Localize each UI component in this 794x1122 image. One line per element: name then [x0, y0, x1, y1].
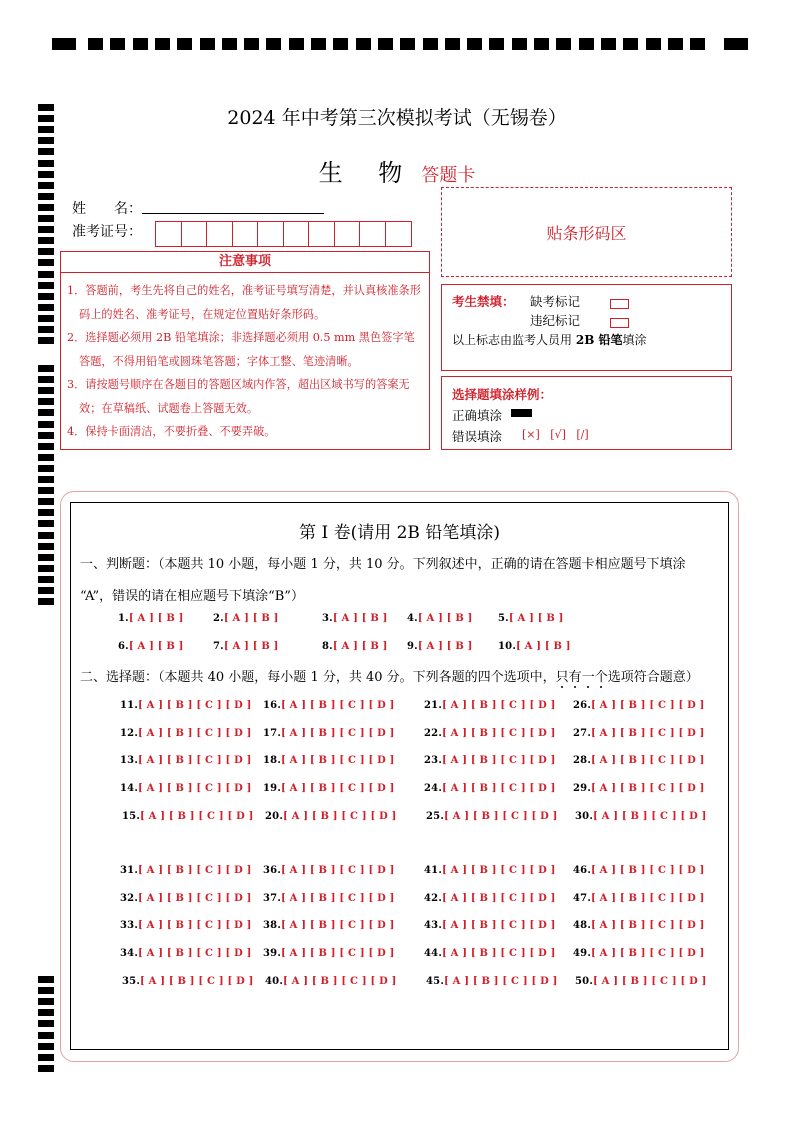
- exam-id-boxes[interactable]: [155, 221, 412, 247]
- timing-mark: [200, 38, 215, 50]
- answer-options[interactable]: [ A ] [ B ]: [417, 613, 473, 624]
- timing-mark: [133, 38, 148, 50]
- answer-options[interactable]: [ A ] [ B ] [ C ] [ D ]: [593, 810, 707, 822]
- answer-options[interactable]: [ A ] [ B ] [ C ] [ D ]: [442, 865, 556, 876]
- answer-options[interactable]: [ A ] [ B ] [ C ] [ D ]: [591, 865, 705, 876]
- answer-options[interactable]: [ A ] [ B ] [ C ] [ D ]: [444, 810, 558, 822]
- question-number: 28.: [573, 755, 591, 767]
- judge-instructions-line1: 一、判断题：（本题共 10 小题，每小题 1 分，共 10 分。下列叙述中，正确的请在答题卡相应题号下填涂: [80, 557, 686, 572]
- emphasized-char: 一: [581, 670, 595, 685]
- question-number: 26.: [573, 700, 591, 711]
- question-item[interactable]: [573, 783, 705, 794]
- question-item[interactable]: [263, 728, 395, 739]
- question-item[interactable]: [426, 976, 558, 987]
- timing-mark: [38, 271, 54, 278]
- answer-options[interactable]: [ A ] [ B ] [ C ] [ D ]: [138, 920, 252, 932]
- id-digit-box[interactable]: [309, 222, 335, 246]
- correct-fill-label: 正确填涂: [452, 408, 503, 423]
- timing-mark: [356, 38, 371, 50]
- question-item[interactable]: [498, 613, 564, 624]
- timing-mark: [38, 565, 54, 572]
- timing-mark: [110, 38, 125, 50]
- timing-mark: [155, 38, 170, 50]
- timing-mark: [646, 38, 661, 50]
- question-number: 4.: [407, 613, 418, 624]
- answer-options[interactable]: [ A ] [ B ] [ C ] [ D ]: [442, 920, 556, 932]
- timing-mark: [38, 532, 54, 539]
- timing-mark: [690, 38, 705, 50]
- question-number: 41.: [424, 865, 442, 876]
- timing-mark: [38, 365, 54, 372]
- question-item[interactable]: [322, 613, 388, 624]
- question-item[interactable]: [424, 920, 556, 931]
- timing-mark: [38, 1009, 54, 1016]
- question-number: 8.: [322, 641, 333, 652]
- timing-mark: [38, 226, 54, 233]
- timing-mark: [38, 409, 54, 416]
- question-item[interactable]: [424, 893, 556, 904]
- exam-title: 2024 年中考第三次模拟考试（无锡卷）: [227, 107, 567, 129]
- answer-options[interactable]: [ A ] [ B ] [ C ] [ D ]: [281, 783, 395, 795]
- question-number: 40.: [265, 975, 283, 987]
- timing-mark: [400, 38, 415, 50]
- question-number: 20.: [265, 810, 283, 822]
- question-item[interactable]: [122, 811, 254, 822]
- fill-sample-box: [441, 376, 732, 450]
- timing-mark: [38, 293, 54, 300]
- timing-mark: [311, 38, 326, 50]
- emphasized-char: 只: [555, 670, 569, 685]
- question-number: 23.: [424, 755, 442, 767]
- answer-options[interactable]: [ A ] [ B ]: [223, 613, 279, 624]
- answer-options[interactable]: [ A ] [ B ] [ C ] [ D ]: [442, 948, 556, 960]
- question-number: 17.: [263, 727, 281, 739]
- question-number: 49.: [573, 948, 591, 960]
- timing-mark: [467, 38, 482, 50]
- id-digit-box[interactable]: [386, 222, 412, 246]
- answer-options[interactable]: [ A ] [ B ] [ C ] [ D ]: [591, 783, 705, 795]
- notice-item: 1．答题前，考生先将自己的姓名，准考证号填写清楚，并认真核准条形码上的姓名、准考证号，在规定位置贴好条形码。: [67, 284, 421, 321]
- timing-mark: [244, 38, 259, 50]
- question-number: 13.: [120, 755, 138, 767]
- question-number: 11.: [120, 700, 138, 711]
- choice-instructions: [80, 665, 699, 691]
- timing-mark: [512, 38, 527, 50]
- id-label: 准考证号：: [72, 224, 142, 240]
- answer-options[interactable]: [ A ] [ B ] [ C ] [ D ]: [591, 892, 705, 904]
- question-number: 16.: [263, 700, 281, 711]
- answer-options[interactable]: [ A ] [ B ] [ C ] [ D ]: [442, 892, 556, 904]
- question-item[interactable]: [118, 641, 184, 652]
- question-number: 31.: [120, 865, 138, 876]
- question-item[interactable]: [424, 865, 556, 876]
- id-digit-box[interactable]: [156, 222, 182, 246]
- answer-options[interactable]: [ A ] [ B ] [ C ] [ D ]: [281, 755, 395, 767]
- answer-options[interactable]: [ A ] [ B ] [ C ] [ D ]: [140, 975, 254, 987]
- answer-options[interactable]: [ A ] [ B ] [ C ] [ D ]: [138, 783, 252, 795]
- answer-options[interactable]: [ A ] [ B ] [ C ] [ D ]: [591, 727, 705, 739]
- timing-mark: [489, 38, 504, 50]
- card-label: 答题卡: [421, 165, 476, 186]
- timing-mark: [38, 376, 54, 383]
- timing-mark: [423, 38, 438, 50]
- question-item[interactable]: [322, 641, 388, 652]
- question-item[interactable]: [426, 811, 558, 822]
- forbidden-note-bold: 2B 铅笔: [575, 333, 623, 347]
- question-number: 22.: [424, 727, 442, 739]
- question-number: 43.: [424, 920, 442, 932]
- timing-mark: [38, 998, 54, 1005]
- id-digit-box[interactable]: [207, 222, 233, 246]
- question-item[interactable]: [573, 755, 705, 766]
- question-item[interactable]: [573, 728, 705, 739]
- answer-options[interactable]: [ A ] [ B ] [ C ] [ D ]: [593, 975, 707, 987]
- answer-options[interactable]: [ A ] [ B ] [ C ] [ D ]: [591, 920, 705, 932]
- answer-options[interactable]: [ A ] [ B ] [ C ] [ D ]: [281, 727, 395, 739]
- timing-mark: [266, 38, 281, 50]
- question-number: 48.: [573, 920, 591, 932]
- timing-mark: [38, 487, 54, 494]
- timing-mark: [38, 520, 54, 527]
- question-number: 25.: [426, 810, 444, 822]
- answer-options[interactable]: [ A ] [ B ] [ C ] [ D ]: [281, 865, 395, 876]
- timing-mark: [177, 38, 192, 50]
- timing-mark: [38, 1065, 54, 1072]
- answer-options[interactable]: [ A ] [ B ] [ C ] [ D ]: [442, 783, 556, 795]
- answer-options[interactable]: [ A ] [ B ] [ C ] [ D ]: [138, 865, 252, 876]
- question-number: 5.: [498, 613, 509, 624]
- timing-mark: [601, 38, 616, 50]
- answer-options[interactable]: [ A ] [ B ] [ C ] [ D ]: [283, 975, 397, 987]
- id-digit-box[interactable]: [233, 222, 259, 246]
- timing-mark: [38, 282, 54, 289]
- timing-mark: [52, 38, 76, 50]
- question-number: 6.: [118, 641, 129, 652]
- question-item[interactable]: [573, 893, 705, 904]
- question-item[interactable]: [407, 613, 473, 624]
- wrong-fill-label: 错误填涂: [452, 429, 503, 444]
- question-item[interactable]: [424, 700, 556, 711]
- question-item[interactable]: [424, 783, 556, 794]
- judge-instructions-line2: “A”，错误的请在相应题号下填涂“B”）: [80, 589, 304, 604]
- question-number: 29.: [573, 783, 591, 795]
- id-digit-box[interactable]: [284, 222, 310, 246]
- timing-mark: [38, 443, 54, 450]
- timing-mark: [38, 598, 54, 605]
- name-label: 姓 名：: [72, 201, 142, 217]
- question-item[interactable]: [265, 976, 397, 987]
- answer-options[interactable]: [ A ] [ B ] [ C ] [ D ]: [442, 755, 556, 767]
- question-item[interactable]: [118, 613, 184, 624]
- question-item[interactable]: [424, 755, 556, 766]
- answer-options[interactable]: [ A ] [ B ] [ C ] [ D ]: [591, 755, 705, 767]
- question-item[interactable]: [213, 641, 279, 652]
- timing-mark: [38, 554, 54, 561]
- question-number: 50.: [575, 975, 593, 987]
- forbidden-fill-box: [441, 284, 732, 371]
- answer-options[interactable]: [ A ] [ B ] [ C ] [ D ]: [138, 948, 252, 960]
- timing-mark: [38, 976, 54, 983]
- notice-item: 2．选择题必须用 2B 铅笔填涂；非选择题必须用 0.5 mm 黑色签字笔答题，不得用铅笔或圆珠笔答题；字体工整、笔迹清晰。: [67, 331, 415, 368]
- timing-mark: [289, 38, 304, 50]
- answer-options[interactable]: [ A ] [ B ] [ C ] [ D ]: [138, 727, 252, 739]
- question-number: 21.: [424, 700, 442, 711]
- question-item[interactable]: [263, 893, 395, 904]
- notice-body: [60, 273, 430, 450]
- question-item[interactable]: [122, 976, 254, 987]
- question-number: 33.: [120, 920, 138, 932]
- question-number: 27.: [573, 727, 591, 739]
- timing-mark: [333, 38, 348, 50]
- fill-sample-title: 选择题填涂样例：: [452, 387, 553, 402]
- question-item[interactable]: [573, 920, 705, 931]
- barcode-area-label: 贴条形码区: [546, 223, 627, 243]
- answer-options[interactable]: [ A ] [ B ] [ C ] [ D ]: [442, 700, 556, 711]
- question-item[interactable]: [573, 948, 705, 959]
- forbidden-title: 考生禁填：: [452, 294, 515, 309]
- timing-mark: [38, 215, 54, 222]
- question-item[interactable]: [424, 728, 556, 739]
- question-number: 12.: [120, 727, 138, 739]
- question-item[interactable]: [120, 865, 252, 876]
- choice-instructions-emphasis: [556, 670, 608, 685]
- timing-mark: [38, 326, 54, 333]
- question-number: 44.: [424, 948, 442, 960]
- violation-mark-box[interactable]: [610, 314, 629, 329]
- question-number: 7.: [213, 641, 224, 652]
- question-number: 9.: [407, 641, 418, 652]
- timing-mark: [222, 38, 237, 50]
- answer-options[interactable]: [ A ] [ B ] [ C ] [ D ]: [444, 975, 558, 987]
- question-number: 30.: [575, 810, 593, 822]
- question-item[interactable]: [407, 641, 473, 652]
- timing-mark: [38, 259, 54, 266]
- subject-name: 生 物: [318, 159, 417, 187]
- question-number: 38.: [263, 920, 281, 932]
- correct-fill-example: [511, 409, 532, 417]
- question-item[interactable]: [120, 700, 252, 711]
- question-item[interactable]: [120, 893, 252, 904]
- question-item[interactable]: [573, 700, 705, 711]
- answer-options[interactable]: [ A ] [ B ] [ C ] [ D ]: [138, 892, 252, 904]
- subject-line: [0, 153, 794, 188]
- question-item[interactable]: [263, 783, 395, 794]
- timing-mark: [38, 248, 54, 255]
- timing-mark: [556, 38, 571, 50]
- answer-options[interactable]: [ A ] [ B ] [ C ] [ D ]: [138, 755, 252, 767]
- question-item[interactable]: [120, 755, 252, 766]
- timing-mark: [38, 304, 54, 311]
- timing-mark: [38, 1032, 54, 1039]
- timing-mark: [38, 498, 54, 505]
- answer-options[interactable]: [ A ] [ B ]: [223, 641, 279, 652]
- timing-mark: [378, 38, 393, 50]
- timing-mark: [38, 432, 54, 439]
- timing-mark: [38, 465, 54, 472]
- answer-options[interactable]: [ A ] [ B ]: [332, 613, 388, 624]
- id-digit-box[interactable]: [335, 222, 361, 246]
- answer-options[interactable]: [ A ] [ B ]: [128, 641, 184, 652]
- answer-options[interactable]: [ A ] [ B ] [ C ] [ D ]: [281, 892, 395, 904]
- question-number: 36.: [263, 865, 281, 876]
- question-number: 2.: [213, 613, 224, 624]
- question-number: 39.: [263, 948, 281, 960]
- answer-options[interactable]: [ A ] [ B ]: [516, 641, 571, 652]
- question-item[interactable]: [120, 728, 252, 739]
- answer-options[interactable]: [ A ] [ B ] [ C ] [ D ]: [591, 700, 705, 711]
- question-number: 32.: [120, 892, 138, 904]
- answer-options[interactable]: [ A ] [ B ] [ C ] [ D ]: [138, 700, 252, 711]
- timing-mark: [38, 315, 54, 322]
- answer-options[interactable]: [ A ] [ B ] [ C ] [ D ]: [281, 948, 395, 960]
- timing-mark: [38, 509, 54, 516]
- question-number: 34.: [120, 948, 138, 960]
- answer-options[interactable]: [ A ] [ B ] [ C ] [ D ]: [442, 727, 556, 739]
- timing-mark: [38, 587, 54, 594]
- timing-mark: [623, 38, 638, 50]
- timing-mark: [88, 38, 103, 50]
- timing-mark: [38, 476, 54, 483]
- timing-mark: [38, 1043, 54, 1050]
- question-item[interactable]: [263, 865, 395, 876]
- answer-options[interactable]: [ A ] [ B ] [ C ] [ D ]: [283, 810, 397, 822]
- question-item[interactable]: [424, 948, 556, 959]
- question-number: 37.: [263, 892, 281, 904]
- absent-mark-label: 缺考标记: [530, 294, 581, 309]
- answer-options[interactable]: [ A ] [ B ] [ C ] [ D ]: [591, 948, 705, 960]
- question-number: 14.: [120, 783, 138, 795]
- barcode-area: [441, 187, 732, 277]
- notice-item: 4．保持卡面清洁，不要折叠、不要弄破。: [67, 425, 276, 438]
- timing-mark: [38, 193, 54, 200]
- question-number: 10.: [498, 641, 516, 652]
- id-digit-box[interactable]: [258, 222, 284, 246]
- question-item[interactable]: [575, 976, 707, 987]
- question-number: 18.: [263, 755, 281, 767]
- question-item[interactable]: [120, 783, 252, 794]
- forbidden-note-prefix: 以上标志由监考人员用: [452, 333, 573, 347]
- answer-options[interactable]: [ A ] [ B ]: [417, 641, 473, 652]
- id-digit-box[interactable]: [360, 222, 386, 246]
- question-item[interactable]: [263, 920, 395, 931]
- question-item[interactable]: [263, 700, 395, 711]
- id-digit-box[interactable]: [182, 222, 208, 246]
- timing-mark: [38, 1020, 54, 1027]
- forbidden-note: [452, 331, 647, 348]
- timing-mark: [38, 398, 54, 405]
- answer-options[interactable]: [ A ] [ B ]: [128, 613, 184, 624]
- question-number: 35.: [122, 975, 140, 987]
- timing-mark: [38, 543, 54, 550]
- timing-mark: [38, 421, 54, 428]
- question-item[interactable]: [498, 641, 571, 652]
- name-field[interactable]: [142, 213, 324, 214]
- answer-options[interactable]: [ A ] [ B ]: [332, 641, 388, 652]
- timing-mark: [38, 137, 54, 144]
- choice-instructions-main: 二、选择题：（本题共 40 小题，每小题 1 分，共 40 分。下列各题的四个选项中，: [80, 670, 556, 685]
- question-number: 3.: [322, 613, 333, 624]
- answer-options[interactable]: [ A ] [ B ] [ C ] [ D ]: [281, 920, 395, 932]
- wrong-fill-examples: [×] [√] [/]: [522, 428, 589, 441]
- timing-mark: [38, 387, 54, 394]
- forbidden-note-suffix: 填涂: [622, 333, 647, 347]
- timing-mark: [579, 38, 594, 50]
- timing-mark: [38, 1054, 54, 1061]
- question-item[interactable]: [575, 811, 707, 822]
- question-number: 42.: [424, 892, 442, 904]
- timing-mark: [38, 237, 54, 244]
- question-number: 1.: [118, 613, 129, 624]
- emphasized-char: 个: [594, 670, 608, 685]
- question-item[interactable]: [573, 865, 705, 876]
- question-item[interactable]: [263, 755, 395, 766]
- answer-options[interactable]: [ A ] [ B ] [ C ] [ D ]: [281, 700, 395, 711]
- question-item[interactable]: [213, 613, 279, 624]
- timing-mark: [38, 204, 54, 211]
- timing-mark: [445, 38, 460, 50]
- absent-mark-box[interactable]: [610, 295, 629, 310]
- timing-mark: [668, 38, 683, 50]
- question-number: 19.: [263, 783, 281, 795]
- timing-mark: [724, 38, 748, 50]
- timing-mark: [534, 38, 549, 50]
- violation-mark-label: 违纪标记: [530, 313, 581, 328]
- emphasized-char: 有: [568, 670, 582, 685]
- question-number: 45.: [426, 975, 444, 987]
- question-number: 47.: [573, 892, 591, 904]
- timing-mark: [38, 987, 54, 994]
- timing-mark: [38, 576, 54, 583]
- answer-options[interactable]: [ A ] [ B ] [ C ] [ D ]: [140, 810, 254, 822]
- timing-mark: [38, 454, 54, 461]
- notice-title: 注意事项: [60, 251, 430, 273]
- question-number: 46.: [573, 865, 591, 876]
- question-item[interactable]: [120, 920, 252, 931]
- question-number: 15.: [122, 810, 140, 822]
- choice-instructions-end: 选项符合题意）: [607, 670, 699, 685]
- answer-options[interactable]: [ A ] [ B ]: [508, 613, 564, 624]
- question-number: 24.: [424, 783, 442, 795]
- question-item[interactable]: [265, 811, 397, 822]
- question-item[interactable]: [263, 948, 395, 959]
- timing-mark: [38, 337, 54, 344]
- section-title: 第 I 卷(请用 2B 铅笔填涂): [299, 523, 500, 543]
- question-item[interactable]: [120, 948, 252, 959]
- notice-item: 3．请按题号顺序在各题目的答题区域内作答，超出区域书写的答案无效；在草稿纸、试题卷上答题无效。: [67, 378, 410, 415]
